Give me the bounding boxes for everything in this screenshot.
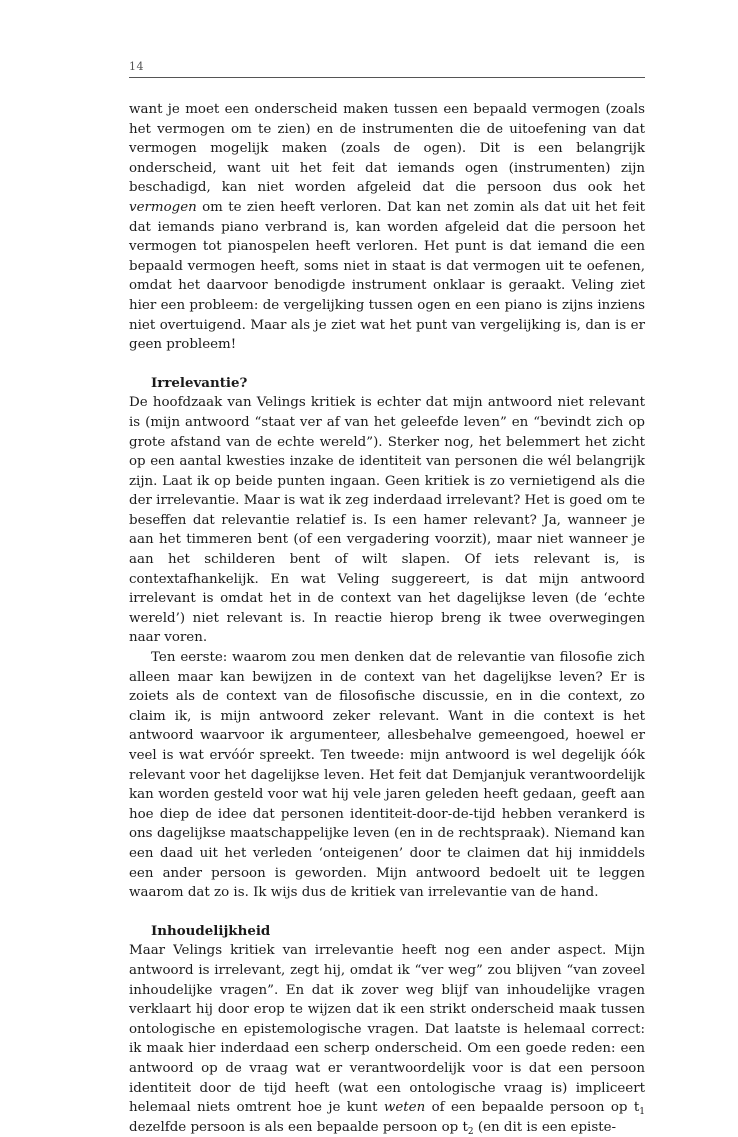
paragraph bbox=[129, 393, 645, 648]
paragraph bbox=[129, 941, 645, 1137]
subscript: 1 bbox=[639, 1107, 645, 1118]
page bbox=[129, 60, 645, 1137]
text-run: want je moet een onderscheid maken tussen een bepaald vermogen (zoals het vermogen om te zien) en de instrumenten die de uitoefening van dat vermogen mogelijk maken (zoals de ogen). Dit is een belangrijk onderscheid, want uit het feit dat iemands ogen (instrumenten) zijn beschadigd, kan niet worden afgeleid dat die persoon dus ook het bbox=[129, 102, 645, 196]
subscript: 2 bbox=[467, 1126, 474, 1137]
emphasis: weten bbox=[383, 1100, 426, 1116]
body-text bbox=[129, 100, 645, 1137]
paragraph bbox=[129, 648, 645, 903]
text-run: Ten eerste: waarom zou men denken dat de relevantie van filosofie zich alleen maar kan bewijzen in de context van het dagelijkse leven? Er is zoiets als de context van de filosofische discussie, en in die context, zo claim ik, is mijn antwoord zeker relevant. Want in die context is het antwoord waarvoor ik argumenteer, allesbehalve gemeengoed, hoewel er veel is wat ervóór spreekt. Ten tweede: mijn antwoord is wel degelijk óók relevant voor het dagelijkse leven. Het feit dat Demjanjuk verantwoordelijk kan worden gesteld voor wat hij vele jaren geleden heeft gedaan, geeft aan hoe diep de idee dat personen identiteit-door-de-tijd hebben verankerd is ons dagelijkse maatschappelijke leven (en in de rechtspraak). Niemand kan een daad uit het verleden ‘onteigenen’ door te claimen dat hij inmiddels een ander persoon is geworden. Mijn antwoord bedoelt uit te leggen waarom dat zo is. Ik wijs dus de kritiek van irrelevantie van de hand. bbox=[129, 650, 645, 901]
section-heading: Irrelevantie? bbox=[151, 374, 248, 391]
text-run: De hoofdzaak van Velings kritiek is echter dat mijn antwoord niet relevant is (mijn antwoord “staat ver af van het geleefde leven” en “bevindt zich op grote afstand van de echte wereld”). Sterker nog, het belemmert het zicht op een aantal kwesties inzake de identiteit van personen die wél belangrijk zijn. Laat ik op beide punten ingaan. Geen kritiek is zo vernietigend als die der irrelevantie. Maar is wat ik zeg inderdaad irrelevant? Het is goed om te beseffen dat relevantie relatief is. Is een hamer relevant? Ja, wanneer je aan het timmeren bent (of een vergadering voorzit), maar niet wanneer je aan het schilderen bent of wilt slapen. Of iets relevant is, is contextafhankelijk. En wat Veling suggereert, is dat mijn antwoord irrelevant is omdat het in de context van het dagelijkse leven (de ‘echte wereld’) niet relevant is. In reactie hierop breng ik twee overwegingen naar voren. bbox=[129, 395, 645, 646]
page-number: 14 bbox=[129, 60, 144, 73]
text-run: of een bepaalde persoon op t bbox=[425, 1100, 640, 1116]
text-run: (en dit is een episte- bbox=[473, 1119, 617, 1135]
section-heading: Inhoudelijkheid bbox=[151, 922, 271, 939]
paragraph bbox=[129, 100, 645, 355]
text-run: Maar Velings kritiek van irrelevantie heeft nog een ander aspect. Mijn antwoord is irrelevant, zegt hij, omdat ik “ver weg” zou blijven “van zoveel inhoudelijke vragen”. En dat ik zover weg blijf van inhoudelijke vragen verklaart hij door erop te wijzen dat ik een strikt onderscheid maak tussen ontologische en epistemologische vragen. Dat laatste is helemaal correct: ik maak hier inderdaad een scherp onderscheid. Om een goede reden: een antwoord op de vraag wat er verantwoordelijk voor is dat een persoon identiteit door de tijd heeft (wat een ontologische vraag is) impliceert helemaal niets omtrent hoe je kunt bbox=[129, 943, 645, 1116]
emphasis: vermogen bbox=[129, 199, 197, 215]
text-run: om te zien heeft verloren. Dat kan net zomin als dat uit het feit dat iemands piano verbrand is, kan worden afgeleid dat die persoon het vermogen tot pianospelen heeft verloren. Het punt is dat iemand die een bepaald vermogen heeft, soms niet in staat is dat vermogen uit te oefenen, omdat het daarvoor benodigde instrument onklaar is geraakt. Veling ziet hier een probleem: de vergelijking tussen ogen en een piano is zijns inziens niet overtuigend. Maar als je ziet wat het punt van vergelijking is, dan is er geen probleem! bbox=[129, 199, 645, 353]
running-header bbox=[129, 60, 645, 78]
text-run: dezelfde persoon is als een bepaalde persoon op t bbox=[129, 1119, 468, 1135]
